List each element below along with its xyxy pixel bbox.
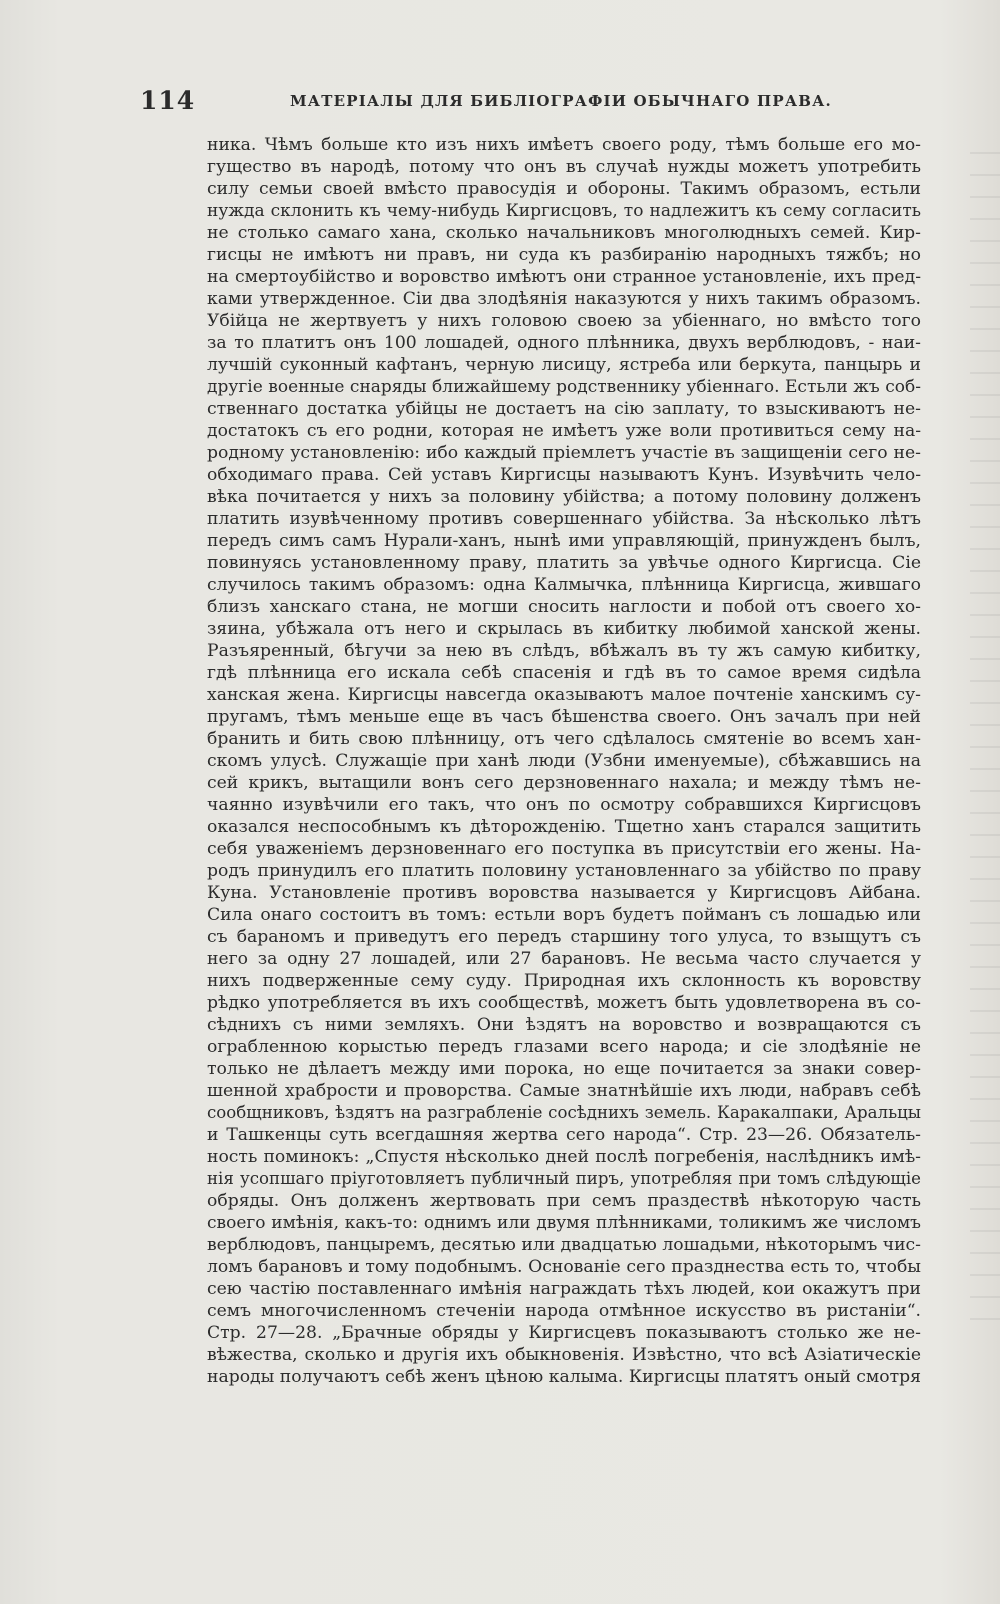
text-line: Стр. 27—28. „Брачные обряды у Киргисцевъ показываютъ столько же не- xyxy=(207,1323,921,1343)
text-line: гисцы не имѣютъ ни правъ, ни суда къ разбиранію народныхъ тяжбъ; но xyxy=(207,245,921,265)
text-line: нихъ подверженные сему суду. Природная ихъ склонность къ воровству xyxy=(207,971,921,991)
text-line: платить изувѣченному противъ совершеннаго убійства. За нѣсколько лѣтъ xyxy=(207,509,921,529)
text-line: только не дѣлаетъ между ими порока, но еще почитается за знаки совер- xyxy=(207,1059,921,1079)
show-through-edge xyxy=(970,140,1000,1340)
text-line: родному установленію: ибо каждый пріемлетъ участіе въ защищеніи сего не- xyxy=(207,443,921,463)
text-line: него за одну 27 лошадей, или 27 барановъ. Не весьма часто случается у xyxy=(207,949,921,969)
text-line: Сила онаго состоитъ въ томъ: естьли воръ будетъ пойманъ съ лошадью или xyxy=(207,905,921,925)
text-line: бранить и бить свою плѣнницу, отъ чего сдѣлалось смятеніе во всемъ хан- xyxy=(207,729,921,749)
text-line: верблюдовъ, панцыремъ, десятью или двадцатью лошадьми, нѣкоторымъ чис- xyxy=(207,1235,921,1255)
text-line: семъ многочисленномъ стеченіи народа отмѣнное искусство въ ристаніи“. xyxy=(207,1301,921,1321)
text-line: гдѣ плѣнница его искала себѣ спасенія и гдѣ въ то самое время сидѣла xyxy=(207,663,921,683)
text-line: ханская жена. Киргисцы навсегда оказываютъ малое почтеніе ханскимъ су- xyxy=(207,685,921,705)
text-line: передъ симъ самъ Нурали-ханъ, нынѣ ими управляющій, принужденъ былъ, xyxy=(207,531,921,551)
text-line: скомъ улусѣ. Служащіе при ханѣ люди (Узбни именуемые), сбѣжавшись на xyxy=(207,751,921,771)
text-line: сей крикъ, вытащили вонъ сего дерзновеннаго нахала; и между тѣмъ не- xyxy=(207,773,921,793)
text-line: рѣдко употребляется въ ихъ сообществѣ, можетъ быть удовлетворена въ со- xyxy=(207,993,921,1013)
text-line: родъ принудилъ его платить половину установленнаго за убійство по праву xyxy=(207,861,921,881)
body-text xyxy=(207,134,921,1388)
text-line: ственнаго достатка убійцы не достаетъ на сію заплату, то взыскиваютъ не- xyxy=(207,399,921,419)
text-line: Куна. Установленіе противъ воровства называется у Киргисцовъ Айбана. xyxy=(207,883,921,903)
text-line: силу семьи своей вмѣсто правосудія и обороны. Такимъ образомъ, естьли xyxy=(207,179,921,199)
text-line: не столько самаго хана, сколько начальниковъ многолюдныхъ семей. Кир- xyxy=(207,223,921,243)
text-line: Убійца не жертвуетъ у нихъ головою своею за убіеннаго, но вмѣсто того xyxy=(207,311,921,331)
text-line: ками утвержденное. Сіи два злодѣянія наказуются у нихъ такимъ образомъ. xyxy=(207,289,921,309)
text-line: достатокъ съ его родни, которая не имѣетъ уже воли противиться сему на- xyxy=(207,421,921,441)
text-line: ность поминокъ: „Спустя нѣсколько дней послѣ погребенія, наслѣдникъ имѣ- xyxy=(207,1147,921,1167)
text-line: случилось такимъ образомъ: одна Калмычка, плѣнница Киргисца, жившаго xyxy=(207,575,921,595)
text-line: сообщниковъ, ѣздятъ на разграбленіе сосѣднихъ земель. Каракалпаки, Аральцы xyxy=(207,1103,921,1122)
text-line: ограбленною корыстью передъ глазами всего народа; и сіе злодѣяніе не xyxy=(207,1037,921,1057)
text-line: близъ ханскаго стана, не могши сносить наглости и побой отъ своего хо- xyxy=(207,597,921,617)
text-line: себя уваженіемъ дерзновеннаго его поступка въ присутствіи его жены. На- xyxy=(207,839,921,859)
text-line: ломъ барановъ и тому подобнымъ. Основаніе сего празднества есть то, чтобы xyxy=(207,1257,921,1277)
text-line: и Ташкенцы суть всегдашняя жертва сего народа“. Стр. 23—26. Обязатель- xyxy=(207,1125,921,1145)
text-line: другіе военные снаряды ближайшему родственнику убіеннаго. Естьли жъ соб- xyxy=(207,377,921,397)
text-line: лучшій суконный кафтанъ, черную лисицу, ястреба или беркута, панцырь и xyxy=(207,355,921,375)
text-line: обходимаго права. Сей уставъ Киргисцы называютъ Кунъ. Изувѣчить чело- xyxy=(207,465,921,485)
running-title: МАТЕРІАЛЫ ДЛЯ БИБЛІОГРАФІИ ОБЫЧНАГО ПРАВА. xyxy=(290,92,832,110)
page-number: 114 xyxy=(140,86,196,115)
text-line: пругамъ, тѣмъ меньше еще въ часъ бѣшенства своего. Онъ зачалъ при ней xyxy=(207,707,921,727)
text-line: на смертоубійство и воровство имѣютъ они странное установленіе, ихъ пред- xyxy=(207,267,921,287)
text-line: сею частію поставленнаго имѣнія награждать тѣхъ людей, кои окажутъ при xyxy=(207,1279,921,1299)
text-line: зяина, убѣжала отъ него и скрылась въ кибитку любимой ханской жены. xyxy=(207,619,921,639)
text-line: гущество въ народѣ, потому что онъ въ случаѣ нужды можетъ употребить xyxy=(207,157,921,177)
text-line: сѣднихъ съ ними земляхъ. Они ѣздятъ на воровство и возвращаются съ xyxy=(207,1015,921,1035)
text-line: оказался неспособнымъ къ дѣторожденію. Тщетно ханъ старался защитить xyxy=(207,817,921,837)
text-line: нужда склонить къ чему-нибудь Киргисцовъ, то надлежитъ къ сему согласить xyxy=(207,201,921,221)
text-line: нія усопшаго пріуготовляетъ публичный пиръ, употребляя при томъ слѣдующіе xyxy=(207,1169,921,1188)
text-line: повинуясь установленному праву, платить за увѣчье одного Киргисца. Сіе xyxy=(207,553,921,573)
text-line: съ бараномъ и приведутъ его передъ старшину того улуса, то взыщутъ съ xyxy=(207,927,921,947)
text-line: вѣжества, сколько и другія ихъ обыкновенія. Извѣстно, что всѣ Азіатическіе xyxy=(207,1345,921,1365)
text-line: вѣка почитается у нихъ за половину убійства; а потому половину долженъ xyxy=(207,487,921,507)
text-line: ника. Чѣмъ больше кто изъ нихъ имѣетъ своего роду, тѣмъ больше его мо- xyxy=(207,135,921,155)
text-line: обряды. Онъ долженъ жертвовать при семъ праздествѣ нѣкоторую часть xyxy=(207,1191,921,1211)
text-line: Разъяренный, бѣгучи за нею въ слѣдъ, вбѣжалъ въ ту жъ самую кибитку, xyxy=(207,641,921,661)
text-line: за то платитъ онъ 100 лошадей, одного плѣнника, двухъ верблюдовъ, - наи- xyxy=(207,333,921,353)
text-line: чаянно изувѣчили его такъ, что онъ по осмотру собравшихся Киргисцовъ xyxy=(207,795,921,815)
page-header xyxy=(140,86,935,122)
text-line: шенной храбрости и проворства. Самые знатнѣйшіе ихъ люди, набравъ себѣ xyxy=(207,1081,921,1101)
text-line: своего имѣнія, какъ-то: однимъ или двумя плѣнниками, толикимъ же числомъ xyxy=(207,1213,921,1233)
text-line: народы получаютъ себѣ женъ цѣною калыма. Киргисцы платятъ оный смотря xyxy=(207,1367,921,1387)
